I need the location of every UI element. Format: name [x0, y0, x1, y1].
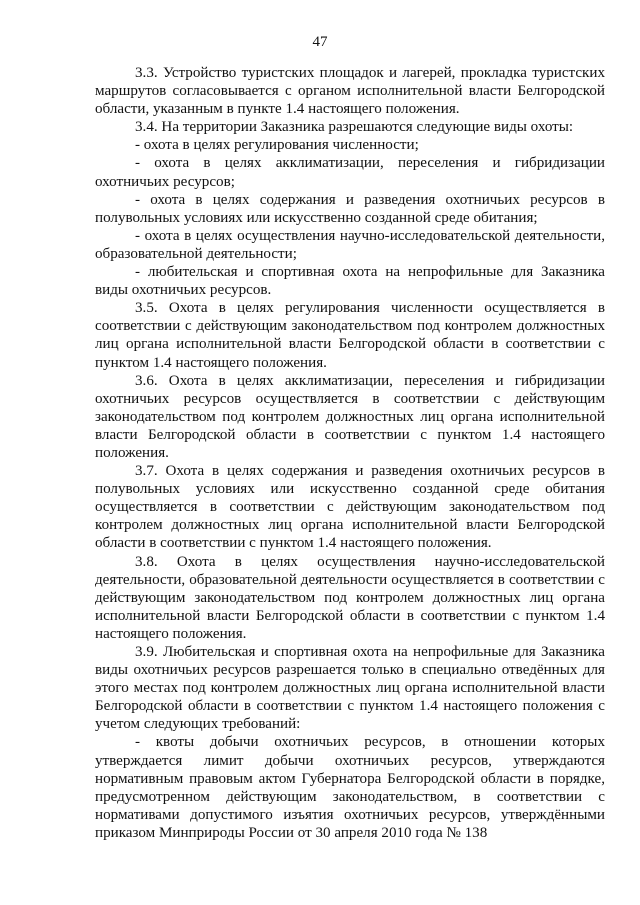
list-item-research: - охота в целях осуществления научно-исследовательской деятельности, образовательной деятельности;: [95, 227, 605, 262]
list-item-breeding: - охота в целях содержания и разведения охотничьих ресурсов в полувольных условиях или искусственно созданной среде обитания;: [95, 191, 605, 226]
list-item-regulation: - охота в целях регулирования численности;: [135, 137, 419, 154]
list-item-amateur-hunting: - любительская и спортивная охота на непрофильные для Заказника виды охотничьих ресурсов.: [95, 264, 605, 299]
paragraph-3-4: 3.4. На территории Заказника разрешаются следующие виды охоты:: [135, 119, 574, 136]
paragraph-3-7: 3.7. Охота в целях содержания и разведения охотничьих ресурсов в полувольных условиях или искусственно созданной среде обитания осуществляется в соответствии с действующим законодательством под контролем должностных лиц органа исполнительной власти Белгородской области в соответствии с пунктом 1.4 настоящего положения.: [95, 463, 605, 552]
paragraph-3-5: 3.5. Охота в целях регулирования численности осуществляется в соответствии с действующим законодательством под контролем должностных лиц органа исполнительной власти Белгородской области в соответствии с пунктом 1.4 настоящего положения.: [95, 300, 605, 371]
document-body: [95, 64, 605, 842]
paragraph-3-8: 3.8. Охота в целях осуществления научно-исследовательской деятельности, образовательной деятельности осуществляется в соответствии с действующим законодательством под контролем должностных лиц органа исполнительной власти Белгородской области в соответствии с пунктом 1.4 настоящего положения.: [95, 553, 605, 642]
list-item-acclimatization: - охота в целях акклиматизации, переселения и гибридизации охотничьих ресурсов;: [95, 155, 605, 190]
page-number: 47: [312, 34, 328, 50]
paragraph-3-3: 3.3. Устройство туристских площадок и лагерей, прокладка туристских маршрутов согласовывается с органом исполнительной власти Белгородской области, указанным в пункте 1.4 настоящего положения.: [95, 65, 605, 118]
paragraph-3-6: 3.6. Охота в целях акклиматизации, переселения и гибридизации охотничьих ресурсов осуществляется в соответствии с действующим законодательством под контролем должностных лиц органа исполнительной власти Белгородской области в соответствии с пунктом 1.4 настоящего положения.: [95, 372, 605, 461]
paragraph-3-9: 3.9. Любительская и спортивная охота на непрофильные для Заказника виды охотничьих ресурсов разрешается только в специально отведённых для этого местах под контролем должностных лиц органа исполнительной власти Белгородской области в соответствии с пунктом 1.4 настоящего положения с учетом следующих требований:: [95, 644, 605, 733]
list-item-quotas: - квоты добычи охотничьих ресурсов, в отношении которых утверждается лимит добычи охотничьих ресурсов, утверждаются нормативным правовым актом Губернатора Белгородской области в порядке, предусмотренном действующим законодательством, в соответствии с нормативами допустимого изъятия охотничьих ресурсов, утверждёнными приказом Минприроды России от 30 апреля 2010 года № 138: [95, 734, 605, 841]
